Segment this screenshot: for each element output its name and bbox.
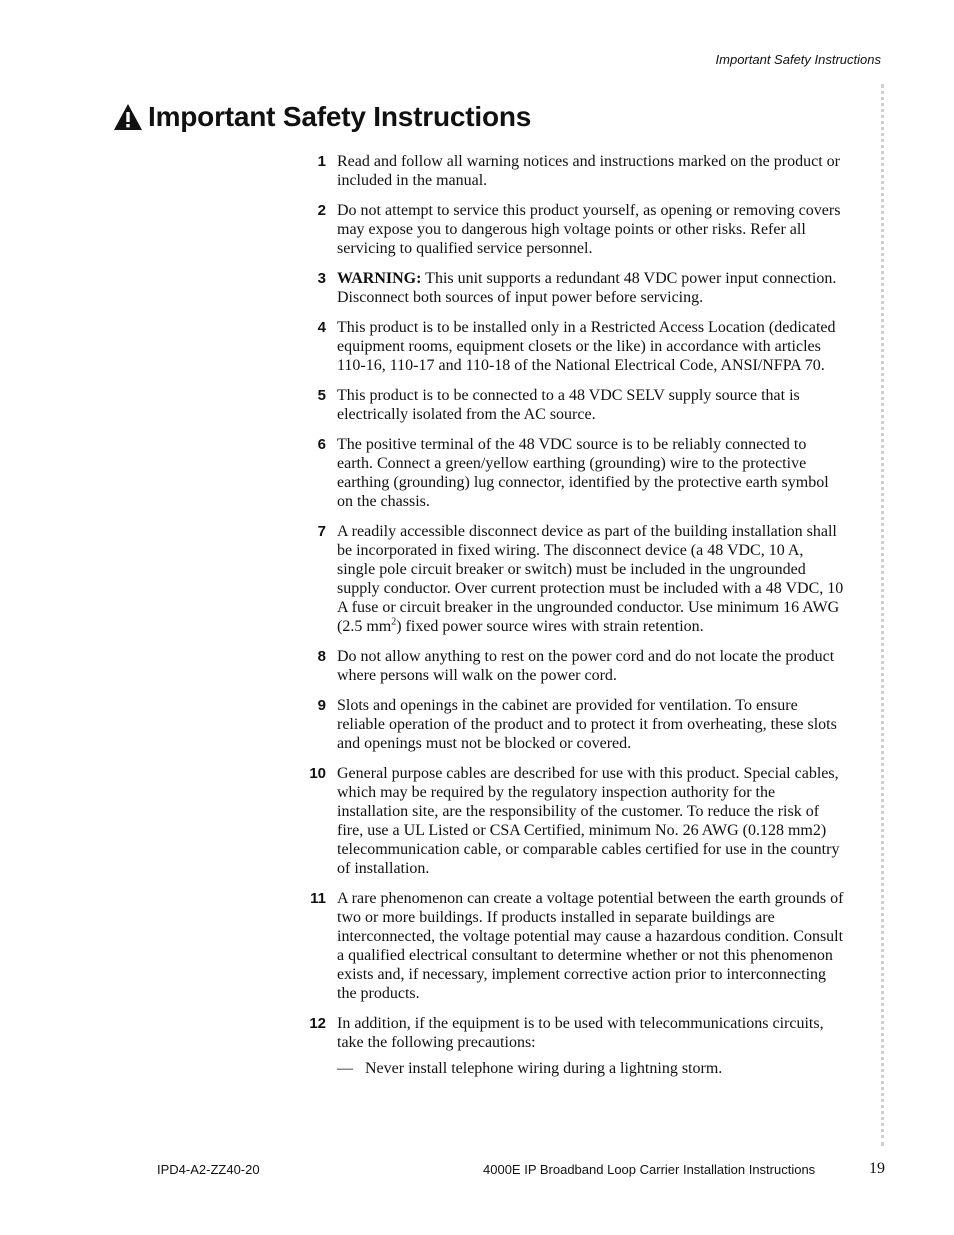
running-header: Important Safety Instructions — [715, 52, 881, 67]
footer-doc-title: 4000E IP Broadband Loop Carrier Installation Instructions — [483, 1162, 816, 1177]
section-heading — [113, 101, 531, 133]
warning-triangle-icon — [113, 103, 143, 131]
item-number: 9 — [317, 697, 326, 714]
sub-item-text: Never install telephone wiring during a lightning storm. — [365, 1060, 723, 1077]
item-number: 8 — [317, 648, 326, 665]
list-item — [300, 1014, 845, 1078]
list-item — [300, 889, 845, 1003]
item-number: 7 — [317, 523, 326, 540]
warning-text: This unit supports a redundant 48 VDC power input connection. Disconnect both sources of input power before servicing. — [337, 270, 837, 306]
item-number: 5 — [317, 387, 326, 404]
item-text-part: A readily accessible disconnect device as part of the building installation shall be incorporated in fixed wiring. The disconnect device (a 48 VDC, 10 A, single pole circuit breaker or switch) must be included in the ungrounded supply conductor. Over current protection must be included with a 48 VDC, 10 A fuse or circuit breaker in the ungrounded conductor. Use minimum 16 AWG (2.5 mm — [337, 523, 844, 635]
item-text: Do not allow anything to rest on the power cord and do not locate the product where persons will walk on the power cord. — [337, 648, 835, 684]
item-text: Slots and openings in the cabinet are provided for ventilation. To ensure reliable operation of the product and to protect it from overheating, these slots and openings must not be blocked or covered. — [337, 697, 837, 752]
list-item — [300, 152, 845, 190]
superscript: 2 — [391, 616, 397, 628]
item-text: General purpose cables are described for use with this product. Special cables, which may be required by the regulatory inspection authority for the installation site, are the responsibility of the customer. To reduce the risk of fire, use a UL Listed or CSA Certified, minimum No. 26 AWG (0.128 mm2) telecommunication cable, or comparable cables certified for use in the country of installation. — [337, 765, 840, 877]
item-text: Do not attempt to service this product yourself, as opening or removing covers may expose you to dangerous high voltage points or other risks. Refer all servicing to qualified service personnel. — [337, 202, 841, 257]
item-text-part: In addition, if the equipment is to be used with telecommunications circuits, take the following precautions: — [337, 1015, 824, 1051]
list-item — [300, 435, 845, 511]
item-number: 12 — [309, 1015, 326, 1032]
list-item — [300, 647, 845, 685]
page-title: Important Safety Instructions — [148, 101, 532, 132]
list-item — [300, 386, 845, 424]
item-number: 4 — [317, 319, 326, 336]
list-item — [300, 696, 845, 753]
item-number: 2 — [317, 202, 326, 219]
list-item — [300, 269, 845, 307]
item-text: Read and follow all warning notices and instructions marked on the product or included in the manual. — [337, 153, 840, 189]
sub-list-item — [337, 1059, 845, 1078]
footer-doc-number: IPD4-A2-ZZ40-20 — [157, 1162, 260, 1177]
dash-marker: — — [337, 1060, 353, 1077]
page-number: 19 — [869, 1160, 885, 1177]
change-bar-rule — [881, 84, 884, 1146]
item-text — [337, 522, 845, 636]
item-text: The positive terminal of the 48 VDC source is to be reliably connected to earth. Connect a green/yellow earthing (grounding) wire to the protective earthing (grounding) lug connector, identified by the protective earth symbol on the chassis. — [337, 436, 829, 510]
item-number: 3 — [317, 270, 326, 287]
item-text: This product is to be installed only in a Restricted Access Location (dedicated equipment rooms, equipment closets or the like) in accordance with articles 110-16, 110-17 and 110-18 of the National Electrical Code, ANSI/NFPA 70. — [337, 319, 836, 374]
item-number: 6 — [317, 436, 326, 453]
item-text: A rare phenomenon can create a voltage potential between the earth grounds of two or more buildings. If products installed in separate buildings are interconnected, the voltage potential may cause a hazardous condition. Consult a qualified electrical consultant to determine whether or not this phenomenon exists and, if necessary, implement corrective action prior to interconnecting the products. — [337, 890, 844, 1002]
list-item — [300, 318, 845, 375]
item-number: 10 — [309, 765, 326, 782]
warning-label: WARNING: — [337, 270, 422, 287]
item-number: 11 — [310, 890, 326, 907]
item-text-part: ) fixed power source wires with strain retention. — [396, 618, 704, 635]
safety-instructions-list — [300, 152, 845, 1089]
list-item — [300, 764, 845, 878]
item-text: This product is to be connected to a 48 VDC SELV supply source that is electrically isolated from the AC source. — [337, 387, 800, 423]
list-item — [300, 201, 845, 258]
item-text — [337, 1014, 845, 1078]
item-text — [337, 269, 845, 307]
list-item — [300, 522, 845, 636]
item-number: 1 — [317, 153, 326, 170]
